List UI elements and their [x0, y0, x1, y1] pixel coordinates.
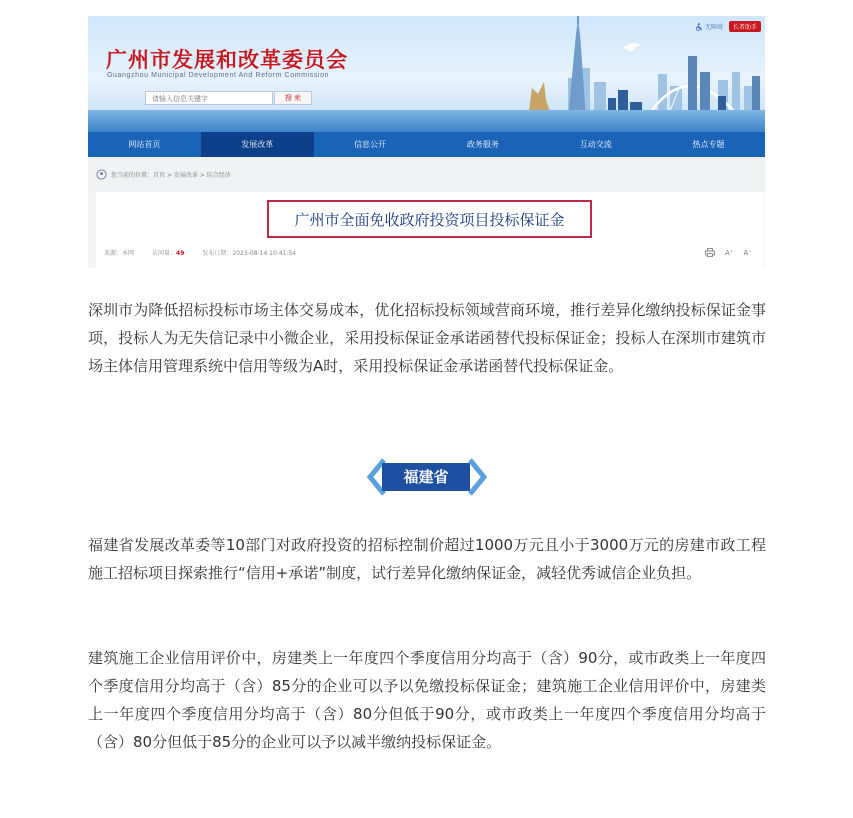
breadcrumb — [96, 169, 231, 180]
river-band — [88, 110, 765, 132]
breadcrumb-bar — [88, 157, 765, 192]
highlighted-title-frame — [267, 200, 592, 238]
search-input[interactable]: 请输入信息关键字 — [145, 91, 273, 105]
article-tools — [705, 248, 752, 257]
meta-source: 来源：本网 — [104, 250, 135, 257]
font-increase-button[interactable]: A⁺ — [725, 248, 734, 257]
font-decrease-button[interactable]: A⁻ — [743, 248, 752, 257]
article-title: 广州市全面免收政府投资项目投标保证金 — [294, 210, 565, 229]
nav-item-gov-services[interactable]: 政务服务 — [466, 140, 499, 149]
accessibility-link[interactable] — [695, 22, 723, 31]
website-screenshot — [88, 16, 765, 268]
chevron-right-icon — [466, 458, 488, 496]
accessibility-label: 无障碍 — [704, 24, 723, 31]
print-icon[interactable] — [705, 248, 715, 257]
site-banner — [88, 16, 765, 132]
meta-views-count: 49 — [176, 250, 185, 257]
breadcrumb-text[interactable]: 您当前的位置：首页 > 发展改革 > 综合经济 — [111, 172, 231, 179]
paragraph-fujian-policy: 福建省发展改革委等10部门对政府投资的招标控制价超过1000万元且小于3000万元的房建市政工程施工招标项目探索推行“信用+承诺”制度，试行差异化缴纳保证金，减轻优秀诚信企业负担。 — [88, 536, 766, 582]
section-heading-fujian — [366, 458, 488, 496]
paragraph-credit-evaluation: 建筑施工企业信用评价中，房建类上一年度四个季度信用分均高于（含）90分，或市政类上一年度四个季度信用分均高于（含）85分的企业可以予以免缴投标保证金；建筑施工企业信用评价中，房建类上一年度四个季度信用分均高于（含）80分但低于90分，或市政类上一年度四个季度信用分均高于（含）80分但低于85分的企业可以予以减半缴纳投标保证金。 — [88, 649, 766, 751]
article-header-card — [96, 192, 764, 268]
nav-item-home[interactable]: 网站首页 — [128, 140, 161, 149]
meta-date: 发布日期：2023-08-14 10:41:54 — [202, 250, 297, 257]
article-meta — [104, 248, 296, 257]
search-button[interactable]: 搜 索 — [274, 91, 312, 105]
meta-views-label: 访问量： — [152, 250, 177, 257]
nav-item-info-disclosure[interactable]: 信息公开 — [354, 140, 387, 149]
top-utility-bar — [695, 21, 761, 32]
nav-item-development-reform[interactable]: 发展改革 — [201, 132, 314, 157]
wheelchair-icon — [695, 23, 703, 31]
site-title: 广州市发展和改革委员会 — [106, 48, 348, 72]
paragraph-shenzhen: 深圳市为降低招标投标市场主体交易成本，优化招标投标领域营商环境，推行差异化缴纳投标保证金事项，投标人为无失信记录中小微企业，采用投标保证金承诺函替代投标保证金；投标人在深圳市建筑市场主体信用管理系统中信用等级为A时，采用投标保证金承诺函替代投标保证金。 — [88, 301, 766, 375]
main-nav — [88, 132, 765, 157]
meta-views — [152, 248, 184, 257]
elder-mode-button[interactable]: 长者助手 — [729, 21, 761, 32]
site-subtitle: Guangzhou Municipal Development And Reform Commission — [107, 72, 330, 79]
location-pin-icon — [96, 169, 107, 180]
section-label: 福建省 — [382, 463, 470, 491]
nav-item-interaction[interactable]: 互动交流 — [579, 140, 612, 149]
nav-item-hot-topics[interactable]: 热点专题 — [692, 140, 725, 149]
